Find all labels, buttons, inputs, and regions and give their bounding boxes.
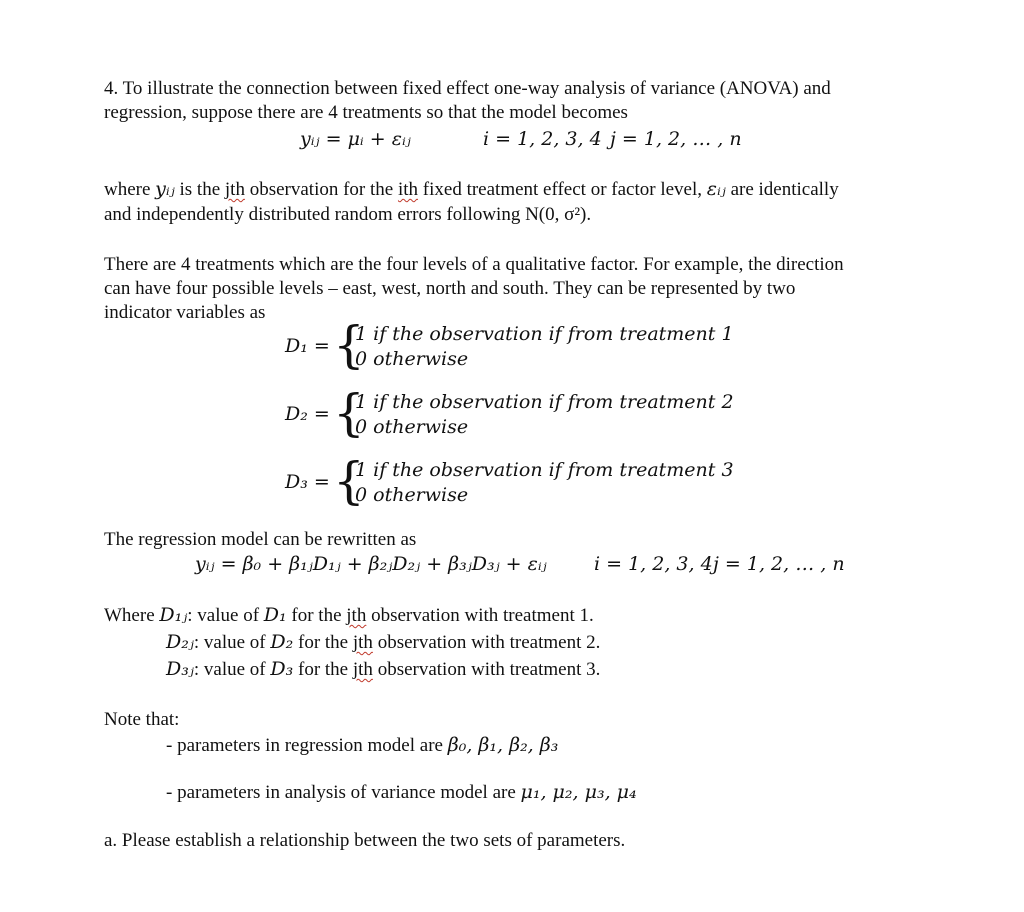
where-line-1 [104,177,839,202]
indicator-d3-brace: { [333,452,365,510]
indicator-d3-case0: 0 otherwise [355,484,469,506]
regression-j-range: j = 1, 2, … , n [713,553,845,575]
where-d3j-text-a: : value of [193,659,271,680]
indicator-d1-case0: 0 otherwise [355,348,469,370]
where-d2j-line [166,630,600,655]
where-d1j-text-b: for the [286,605,347,626]
where-text-a: where [104,179,156,200]
note-label: Note that: [104,709,180,730]
where-d1j-text-a: : value of [187,605,264,626]
where-d3j-var: D₃ [270,658,294,680]
where-d2j-symbol: D₂ⱼ [166,631,194,653]
anova-model-j-range: j = 1, 2, … , n [610,128,742,150]
anova-model-i-range: i = 1, 2, 3, 4 [483,128,602,150]
question-a: a. Please establish a relationship between the two sets of parameters. [104,830,626,851]
where-d1j-var: D₁ [263,604,287,626]
note1-params: β₀, β₁, β₂, β₃ [447,734,559,756]
where-d1j-jth: jth [346,605,367,626]
indicator-d2-case0: 0 otherwise [355,416,469,438]
where-epsilon-symbol: εᵢⱼ [706,178,726,200]
where-ith: ith [397,179,419,200]
regression-intro: The regression model can be rewritten as [104,529,417,550]
note1-text: - parameters in regression model are [166,735,448,756]
treatment-line-1: There are 4 treatments which are the four levels of a qualitative factor. For example, the direction [104,254,844,275]
indicator-d1-case1: 1 if the observation if from treatment 1 [355,323,734,345]
where-y-symbol: yᵢⱼ [155,178,175,200]
where-d2j-text-a: : value of [193,632,271,653]
indicator-d3-name: D₃ = [285,471,330,493]
indicator-d1-brace: { [333,316,365,374]
indicator-d2-name: D₂ = [285,403,330,425]
note-regression-params [166,733,558,758]
where-line-2: and independently distributed random errors following N(0, σ²). [104,204,592,225]
indicator-d2-case1: 1 if the observation if from treatment 2 [355,391,734,413]
where-d1j-text-c: observation with treatment 1. [366,605,594,626]
where-d2j-text-c: observation with treatment 2. [372,632,601,653]
treatment-line-3: indicator variables as [104,302,266,323]
note2-text: - parameters in analysis of variance model are [166,782,521,803]
note-anova-params [166,780,637,805]
where-d3j-jth: jth [352,659,373,680]
note2-params: μ₁, μ₂, μ₃, μ₄ [520,781,637,803]
where-text-c: observation for the [244,179,398,200]
regression-equation: yᵢⱼ = β₀ + β₁ⱼD₁ⱼ + β₂ⱼD₂ⱼ + β₃ⱼD₃ⱼ + εᵢⱼ [195,553,547,575]
indicator-d1-name: D₁ = [285,335,330,357]
where-text-d: fixed treatment effect or factor level, [418,179,707,200]
where-text-b: is the [174,179,225,200]
intro-line-2: regression, suppose there are 4 treatments so that the model becomes [104,102,628,123]
where-d3j-text-c: observation with treatment 3. [372,659,601,680]
where-d3j-line [166,657,600,682]
anova-model-equation: yᵢⱼ = μᵢ + εᵢⱼ [300,128,411,150]
indicator-d3-case1: 1 if the observation if from treatment 3 [355,459,734,481]
where-d1j-line [104,603,594,628]
where-d2j-var: D₂ [270,631,294,653]
indicator-d2-brace: { [333,384,365,442]
where-d3j-symbol: D₃ⱼ [166,658,194,680]
where-text-f: are identically [725,179,839,200]
where-jth: jth [224,179,245,200]
where-d3j-text-b: for the [293,659,353,680]
where-d1j-prefix: Where [104,605,160,626]
intro-line-1: 4. To illustrate the connection between fixed effect one-way analysis of variance (ANOVA) and [104,78,831,99]
where-d2j-jth: jth [352,632,373,653]
regression-i-range: i = 1, 2, 3, 4 [594,553,713,575]
treatment-line-2: can have four possible levels – east, west, north and south. They can be represented by two [104,278,796,299]
where-d1j-symbol: D₁ⱼ [159,604,188,626]
where-d2j-text-b: for the [293,632,353,653]
